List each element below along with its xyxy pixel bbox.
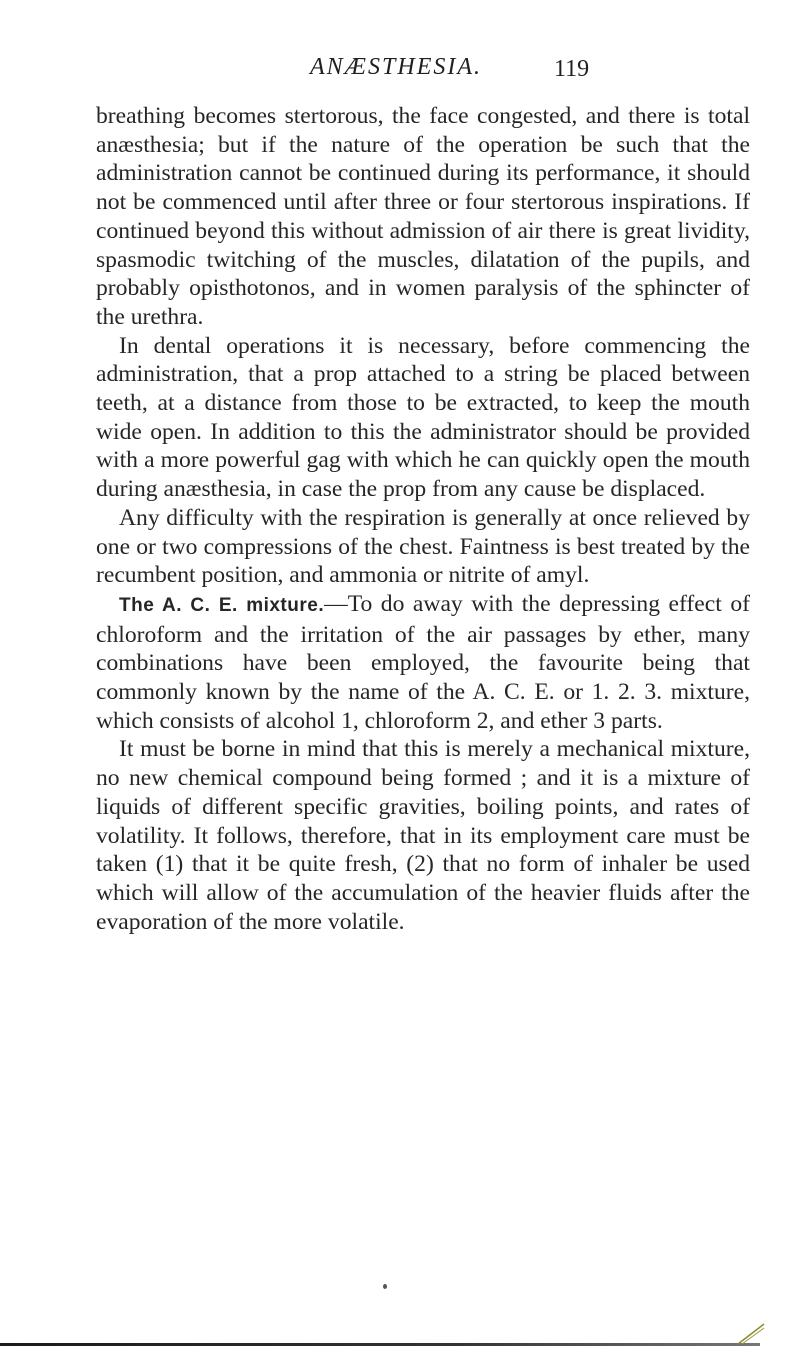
paragraph <box>96 102 750 332</box>
page-number: 119 <box>554 56 590 82</box>
paragraph-text: In dental operations it is necessary, before commencing the administration, that a prop attached to a string be placed between teeth, at a distance from those to be extracted, to keep the mouth wide open. In addition to this the administrator should be provided with a more powerful gag with which he can quickly open the mouth during anæsthesia, in case the prop from any cause be displaced. <box>96 332 750 503</box>
paragraph <box>96 590 750 736</box>
bottom-rule <box>0 1343 760 1346</box>
paragraph <box>96 332 750 504</box>
paragraph-text: —To do away with the depressing effect of chloroform and the irritation of the air passages by ether, many combinations have been employed, the favourite being that commonly known by the name of the A. C. E. or 1. 2. 3. mixture, which consists of alcohol 1, chloroform 2, and ether 3 parts. <box>96 590 750 734</box>
paragraph-text: Any difficulty with the respiration is generally at once relieved by one or two compressions of the chest. Faintness is best treated by the recumbent position, and ammonia or nitrite of amyl. <box>96 504 750 589</box>
corner-flourish-icon <box>736 1322 766 1346</box>
text-body <box>96 102 750 936</box>
running-head <box>0 48 800 84</box>
running-title: ANÆSTHESIA. <box>310 54 482 80</box>
paragraph-text: breathing becomes stertorous, the face congested, and there is total anæsthesia; but if the nature of the operation be such that the administration cannot be continued during its performance, it should not be commenced until after three or four stertorous inspirations. If continued beyond this without admission of air there is great lividity, spasmodic twitching of the muscles, dilatation of the pupils, and probably opisthotonos, and in women paralysis of the sphincter of the urethra. <box>96 103 750 330</box>
paragraph <box>96 504 750 590</box>
paragraph <box>96 735 750 936</box>
paragraph-text: It must be borne in mind that this is merely a mechanical mixture, no new chemical compound being formed ; and it is a mixture of liquids of different specific gravities, boiling points, and rates of volatility. It follows, therefore, that in its employment care must be taken (1) that it be quite fresh, (2) that no form of inhaler be used which will allow of the accumulation of the heavier fluids after the evaporation of the more volatile. <box>96 736 750 935</box>
section-heading: The A. C. E. mixture. <box>119 594 325 616</box>
ink-dot-mark <box>383 1284 387 1289</box>
